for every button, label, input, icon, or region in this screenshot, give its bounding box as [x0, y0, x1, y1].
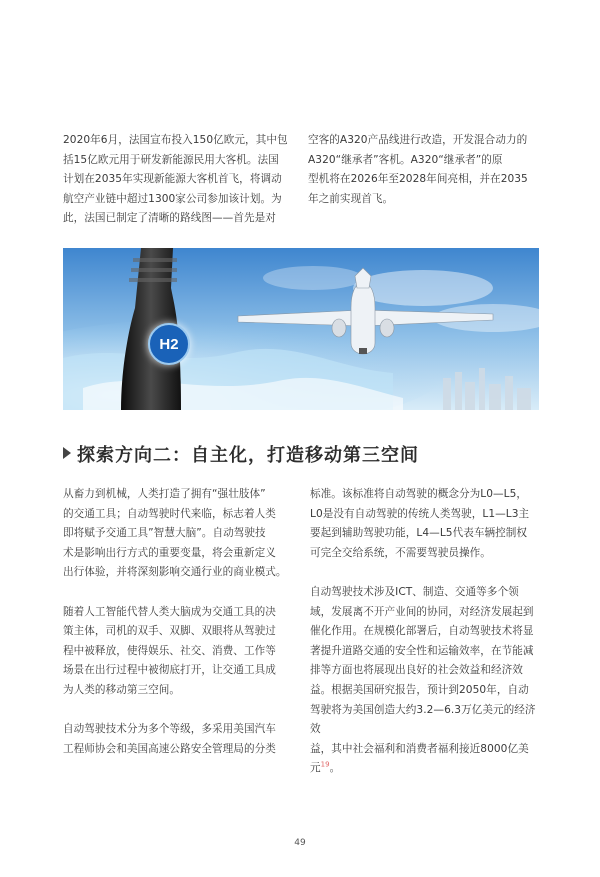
text-line: 自动驾驶技术分为多个等级，多采用美国汽车	[63, 723, 276, 736]
section-heading	[63, 441, 543, 467]
intro-left-column	[63, 131, 291, 229]
text-line: 计划在2035年实现新能源大客机首飞，将调动	[63, 173, 282, 186]
h2-badge-icon	[148, 323, 190, 365]
body-right-column	[310, 485, 540, 779]
text-line: 航空产业链中超过1300家公司参加该计划。为	[63, 192, 282, 205]
body-left-column	[63, 485, 293, 759]
text-fragment: 元	[310, 762, 321, 775]
text-line: 标准。该标准将自动驾驶的概念分为L0—L5，	[310, 488, 528, 500]
hydrogen-airplane-photo	[63, 248, 539, 410]
sentence-end: 。	[329, 762, 341, 775]
text-line: 可完全交给系统，不需要驾驶员操作。	[310, 546, 491, 559]
text-line: 益，其中社会福利和消费者福利接近8000亿美	[310, 742, 529, 755]
text-line: 要起到辅助驾驶功能，L4—L5代表车辆控制权	[310, 527, 528, 540]
text-line: 型机将在2026年至2028年间亮相，并在2035	[308, 173, 528, 186]
text-line: 域，发展离不开产业间的协同，对经济发展起到	[310, 605, 534, 618]
text-line: 场景在出行过程中被彻底打开，让交通工具成	[63, 664, 276, 677]
text-line: 催化作用。在规模化部署后，自动驾驶技术将显	[310, 625, 534, 638]
footnote-reference[interactable]: 19	[320, 760, 330, 769]
text-line: 为人类的移动第三空间。	[63, 683, 181, 696]
text-line: 策主体，司机的双手、双脚、双眼将从驾驶过	[63, 625, 276, 638]
text-line-last	[310, 759, 540, 779]
section-title: 探索方向二：自主化，打造移动第三空间	[77, 445, 419, 466]
text-line: L0是没有自动驾驶的传统人类驾驶，L1—L3主	[310, 507, 530, 520]
intro-right-column	[308, 131, 538, 209]
text-line: 著提升道路交通的安全性和运输效率，在节能减	[310, 644, 534, 657]
section-marker-icon	[63, 447, 71, 459]
text-line: 随着人工智能代替人类大脑成为交通工具的决	[63, 605, 276, 618]
text-line: 驾驶将为美国创造大约3.2—6.3万亿美元的经济效	[310, 703, 536, 736]
text-line: A320“继承者”客机。A320“继承者”的原	[308, 153, 503, 166]
text-line: 此，法国已制定了清晰的路线图——首先是对	[63, 212, 276, 225]
text-line: 从畜力到机械，人类打造了拥有“强壮肢体”	[63, 488, 266, 500]
text-line: 即将赋予交通工具”智慧大脑”。自动驾驶技	[63, 527, 266, 540]
text-line: 的交通工具；自动驾驶时代来临，标志着人类	[63, 507, 276, 520]
text-line: 括15亿欧元用于研发新能源民用大客机。法国	[63, 153, 279, 166]
text-line: 2020年6月，法国宣布投入150亿欧元，其中包	[63, 134, 288, 146]
text-line: 排等方面也将展现出良好的社会效益和经济效	[310, 664, 523, 677]
text-line: 工程师协会和美国高速公路安全管理局的分类	[63, 742, 276, 755]
text-line: 术是影响出行方式的重要变量，将会重新定义	[63, 546, 276, 559]
text-line: 程中被释放，使得娱乐、社交、消费、工作等	[63, 644, 276, 657]
text-line: 空客的A320产品线进行改造，开发混合动力的	[308, 134, 528, 146]
page-number: 49	[294, 838, 306, 848]
text-line: 自动驾驶技术涉及ICT、制造、交通等多个领	[310, 585, 519, 598]
text-line: 益。根据美国研究报告，预计到2050年，自动	[310, 683, 529, 696]
text-line: 年之前实现首飞。	[308, 192, 394, 205]
h2-badge-label: H2	[159, 335, 179, 353]
text-line: 出行体验，并将深刻影响交通行业的商业模式。	[63, 566, 287, 579]
